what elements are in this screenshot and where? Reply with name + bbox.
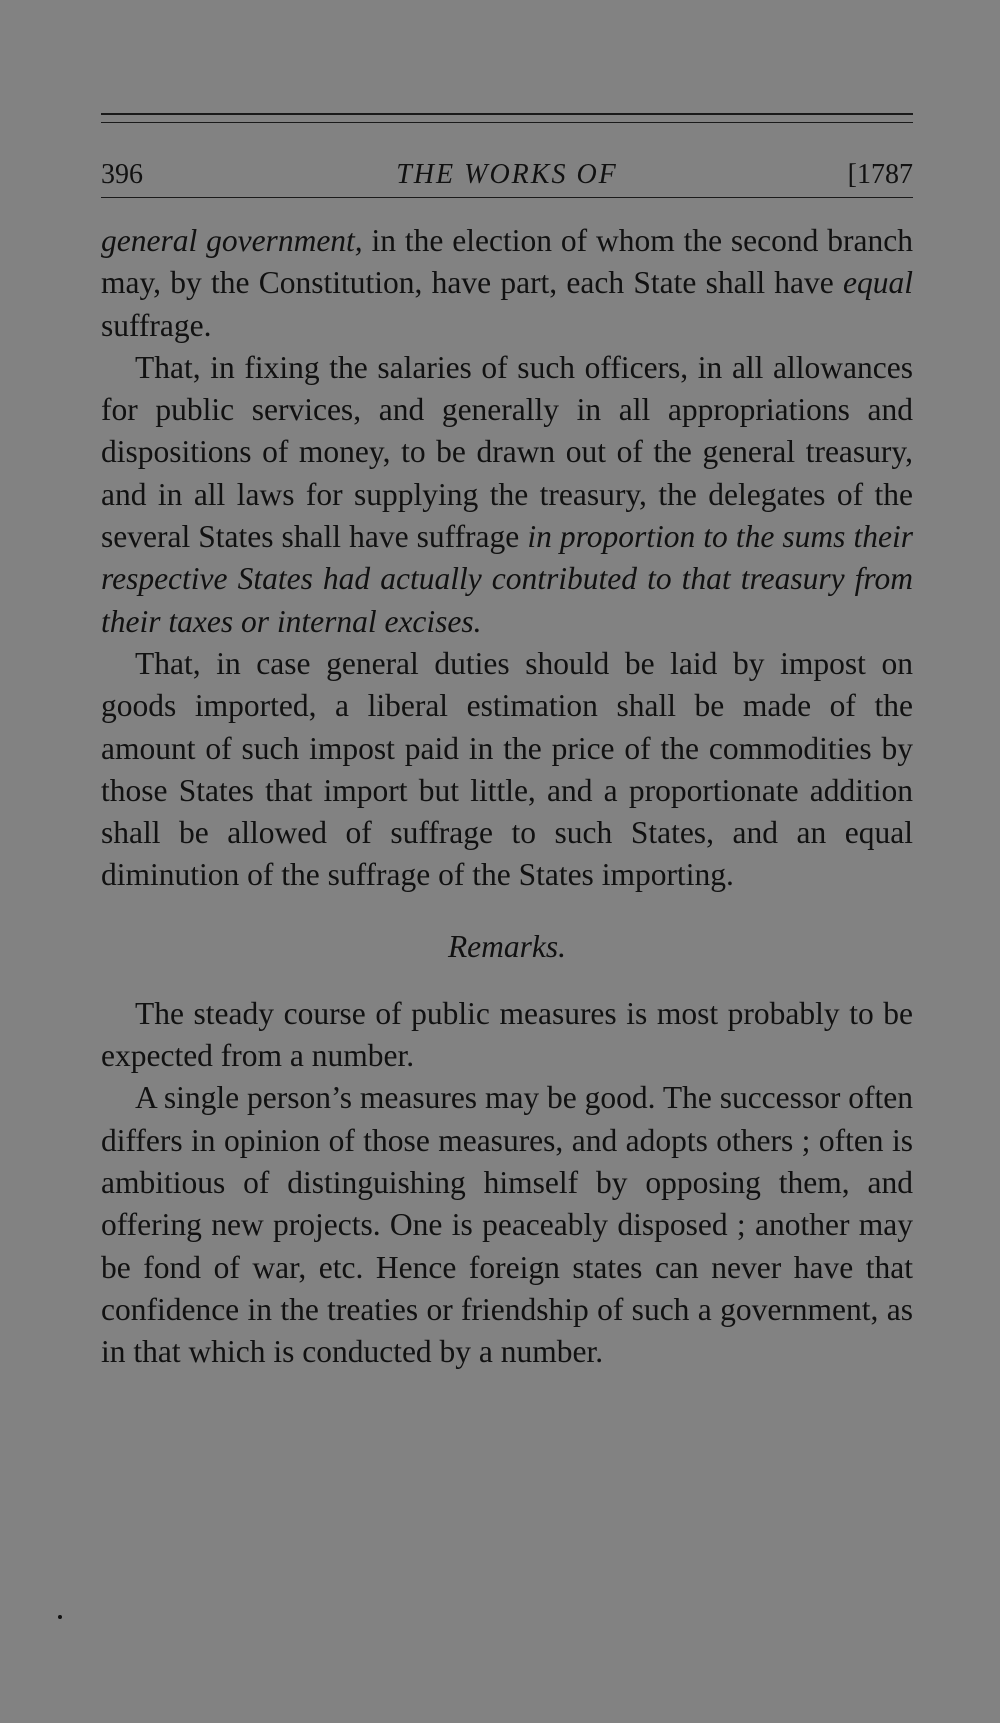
text-segment: suffrage. (101, 307, 212, 343)
running-title: THE WORKS OF (396, 159, 618, 190)
running-header (101, 123, 913, 190)
body-text (101, 220, 913, 1373)
paragraph (101, 220, 913, 347)
remarks-heading: Remarks. (447, 928, 567, 964)
text-segment: A single person’s measures may be good. The successor often differs in opinion of those measures, and adopts others ; often is ambitious of distinguishing himself by opposing them, and offering new projects. One is peaceably disposed ; another may be fond of war, etc. Hence foreign states can never have that confidence in the treaties or friendship of such a government, as in that which is conducted by a number. (101, 1080, 913, 1370)
italic-text-segment: equal (843, 265, 913, 301)
paragraph (101, 1077, 913, 1373)
text-segment: That, in case general duties should be laid by impost on goods imported, a liberal estimation shall be made of the amount of such impost paid in the price of the commodities by those States that import but little, and a proportionate addition shall be allowed of suffrage to such States, and an equal diminution of the suffrage of the States importing. (101, 645, 913, 893)
book-page (101, 113, 913, 1373)
header-double-rule-top (101, 113, 913, 115)
header-year: [1787 (847, 159, 913, 190)
stray-mark (58, 1615, 62, 1619)
paragraph (101, 347, 913, 643)
page-number: 396 (101, 159, 143, 190)
text-segment: The steady course of public measures is most probably to be expected from a number. (101, 995, 913, 1074)
text-segment: in the election of whom the second branch may, by the Constitution, have part, each State shall have (101, 223, 913, 301)
header-rule (101, 197, 913, 198)
italic-text-segment: general government, (101, 223, 363, 258)
italic-text-segment: in proportion to the sums their respective States had actually contributed to that treasury from their taxes or internal excises. (101, 519, 913, 639)
text-segment: That, in fixing the salaries of such officers, in all allowances for public services, and generally in all appropriations and dispositions of money, to be drawn out of the general treasury, and in all laws for supplying the treasury, the delegates of the several States shall have suffrage (101, 349, 913, 555)
paragraph (101, 993, 913, 1078)
paragraph (101, 643, 913, 897)
